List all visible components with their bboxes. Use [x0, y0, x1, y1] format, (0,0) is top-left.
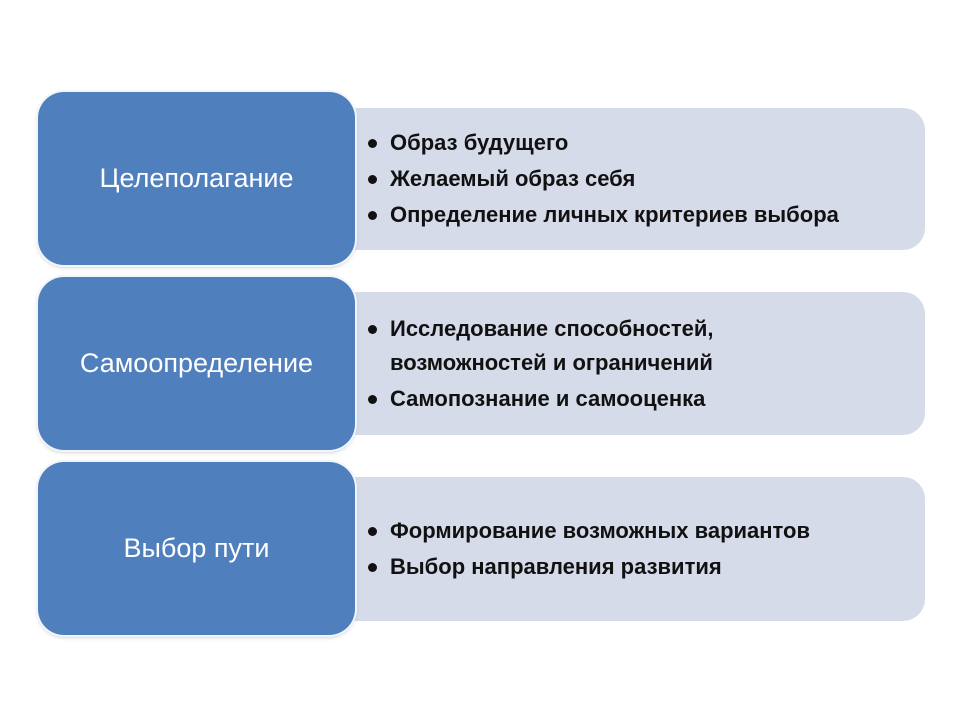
head-box-self-determination	[38, 277, 355, 450]
list-item: Определение личных критериев выбора	[365, 198, 925, 232]
detail-box-self-determination	[325, 292, 925, 435]
bullet-dot-icon	[368, 175, 377, 184]
detail-list-path-choice	[365, 512, 925, 586]
head-label: Самоопределение	[79, 348, 314, 378]
head-label: Выбор пути	[123, 533, 270, 563]
bullet-dot-icon	[368, 211, 377, 220]
head-label: Целеполагание	[99, 163, 294, 193]
detail-box-path-choice	[325, 477, 925, 621]
list-item: Желаемый образ себя	[365, 162, 925, 196]
head-box-goal-setting	[38, 92, 355, 265]
detail-list-self-determination	[365, 310, 925, 418]
list-item: Исследование способностей, возможностей и ограничений	[365, 312, 925, 380]
bullet-dot-icon	[368, 139, 377, 148]
detail-list-goal-setting	[365, 124, 925, 234]
head-box-path-choice	[38, 462, 355, 635]
list-item: Формирование возможных вариантов	[365, 514, 925, 548]
detail-box-goal-setting	[325, 108, 925, 250]
list-item: Самопознание и самооценка	[365, 382, 925, 416]
list-item: Выбор направления развития	[365, 550, 925, 584]
list-item: Образ будущего	[365, 126, 925, 160]
bullet-dot-icon	[368, 395, 377, 404]
bullet-dot-icon	[368, 527, 377, 536]
bullet-dot-icon	[368, 563, 377, 572]
bullet-dot-icon	[368, 325, 377, 334]
